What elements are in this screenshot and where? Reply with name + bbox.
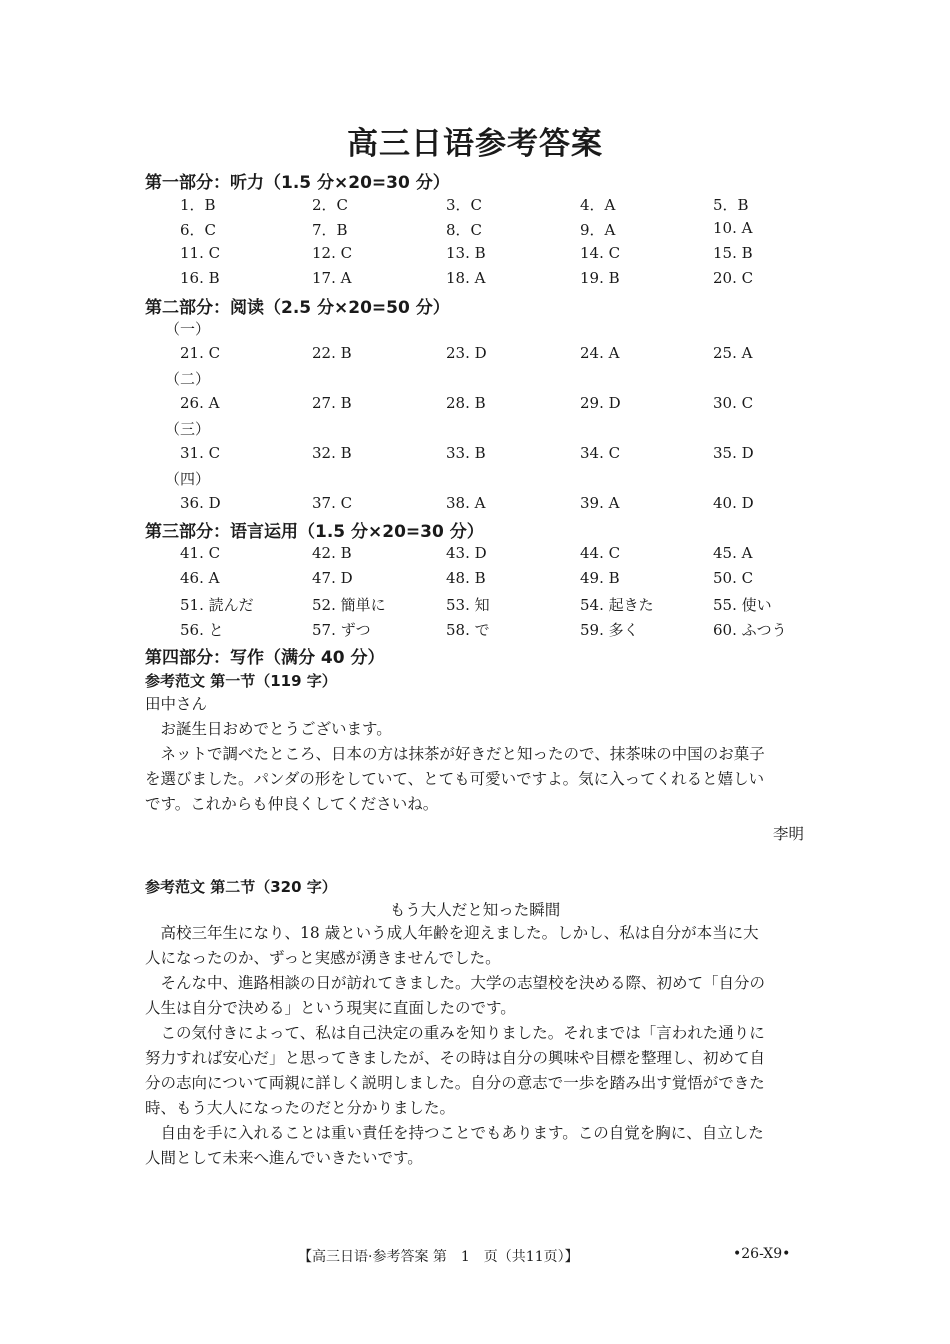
answer-item: 13. B bbox=[446, 244, 486, 262]
answer-item: 55. 使い bbox=[713, 596, 772, 614]
group-label: （四） bbox=[165, 470, 211, 488]
answer-item: 58. で bbox=[446, 621, 490, 639]
answer-item: 7．B bbox=[312, 221, 348, 239]
answer-row bbox=[0, 594, 950, 618]
answer-item: 56. と bbox=[180, 621, 224, 639]
answer-row bbox=[0, 394, 950, 418]
answer-item: 51. 読んだ bbox=[180, 596, 254, 614]
answer-item: 26. A bbox=[180, 394, 220, 412]
answer-item: 30. C bbox=[713, 394, 754, 412]
page-code: •26-X9• bbox=[733, 1246, 791, 1262]
essay2-body bbox=[145, 921, 810, 1171]
answer-row bbox=[0, 269, 950, 293]
answer-item: 27. B bbox=[312, 394, 352, 412]
essay1-signature: 李明 bbox=[772, 825, 804, 843]
answer-item: 43. D bbox=[446, 544, 487, 562]
answer-item: 40. D bbox=[713, 494, 754, 512]
answer-item: 21. C bbox=[180, 344, 221, 362]
answer-item: 52. 簡単に bbox=[312, 596, 386, 614]
answer-item: 15. B bbox=[713, 244, 753, 262]
essay-line: を選びました。パンダの形をしていて、とても可愛いですよ。気に入ってくれると嬉しい bbox=[145, 770, 765, 788]
answer-item: 38. A bbox=[446, 494, 486, 512]
answer-row bbox=[0, 544, 950, 568]
answer-item: 50. C bbox=[713, 569, 754, 587]
answer-item: 20. C bbox=[713, 269, 754, 287]
answer-row bbox=[0, 194, 950, 218]
answer-item: 5．B bbox=[713, 196, 749, 214]
answer-item: 6．C bbox=[180, 221, 217, 239]
answer-item: 44. C bbox=[580, 544, 621, 562]
answer-item: 32. B bbox=[312, 444, 352, 462]
answer-item: 31. C bbox=[180, 444, 221, 462]
answer-item: 46. A bbox=[180, 569, 220, 587]
essay-line: 人生は自分で決める」という現実に直面したのです。 bbox=[145, 999, 516, 1017]
answer-item: 18. A bbox=[446, 269, 486, 287]
answer-item: 54. 起きた bbox=[580, 596, 654, 614]
answer-item: 36. D bbox=[180, 494, 221, 512]
answer-row bbox=[0, 244, 950, 268]
section-heading-language-use: 第三部分：语言运用（1.5 分×20=30 分） bbox=[145, 522, 484, 542]
answer-item: 39. A bbox=[580, 494, 620, 512]
answer-item: 33. B bbox=[446, 444, 486, 462]
page-footer: 【高三日语·参考答案 第 1 页（共11页）】 bbox=[298, 1249, 579, 1265]
essay-line: ネットで調べたところ、日本の方は抹茶が好きだと知ったので、抹茶味の中国のお菓子 bbox=[145, 745, 765, 763]
answer-item: 3．C bbox=[446, 196, 483, 214]
essay-line: そんな中、進路相談の日が訪れてきました。大学の志望校を決める際、初めて「自分の bbox=[145, 974, 766, 992]
essay2-heading: 参考范文 第二节（320 字） bbox=[145, 878, 337, 896]
essay1-heading: 参考范文 第一节（119 字） bbox=[145, 672, 337, 690]
answer-item: 28. B bbox=[446, 394, 486, 412]
answer-item: 19. B bbox=[580, 269, 620, 287]
answer-item: 34. C bbox=[580, 444, 621, 462]
answer-item: 41. C bbox=[180, 544, 221, 562]
answer-item: 59. 多く bbox=[580, 621, 639, 639]
essay-line: 分の志向について両親に詳しく説明しました。自分の意志で一歩を踏み出す覚悟ができた bbox=[145, 1074, 765, 1092]
answer-item: 14. C bbox=[580, 244, 621, 262]
answer-item: 57. ずつ bbox=[312, 621, 371, 639]
group-label: （三） bbox=[165, 420, 211, 438]
essay-line: 時、もう大人になったのだと分かりました。 bbox=[145, 1099, 456, 1117]
group-label: （二） bbox=[165, 370, 211, 388]
answer-row bbox=[0, 219, 950, 243]
essay-line: 人間として未来へ進んでいきたいです。 bbox=[145, 1149, 423, 1167]
answer-item: 9．A bbox=[580, 221, 616, 239]
page-title: 高三日语参考答案 bbox=[347, 126, 603, 162]
answer-row bbox=[0, 494, 950, 518]
answer-item: 4．A bbox=[580, 196, 616, 214]
answer-row bbox=[0, 344, 950, 368]
section-heading-writing: 第四部分：写作（满分 40 分） bbox=[145, 648, 385, 668]
answer-row bbox=[0, 444, 950, 468]
group-label: （一） bbox=[165, 320, 211, 338]
answer-row bbox=[0, 619, 950, 643]
essay-line: お誕生日おめでとうございます。 bbox=[145, 720, 392, 738]
answer-item: 2．C bbox=[312, 196, 349, 214]
essay-line: 努力すれば安心だ」と思ってきましたが、その時は自分の興味や目標を整理し、初めて自 bbox=[145, 1049, 766, 1067]
answer-item: 35. D bbox=[713, 444, 754, 462]
answer-item: 42. B bbox=[312, 544, 352, 562]
essay1-body bbox=[145, 692, 810, 817]
answer-item: 24. A bbox=[580, 344, 620, 362]
essay-line: 自由を手に入れることは重い責任を持つことでもあります。この自覚を胸に、自立した bbox=[145, 1124, 764, 1142]
section-heading-reading: 第二部分：阅读（2.5 分×20=50 分） bbox=[145, 298, 450, 318]
answer-item: 22. B bbox=[312, 344, 352, 362]
answer-item: 49. B bbox=[580, 569, 620, 587]
answer-item: 16. B bbox=[180, 269, 220, 287]
essay-line: 田中さん bbox=[145, 695, 208, 713]
answer-item: 37. C bbox=[312, 494, 353, 512]
answer-item: 17. A bbox=[312, 269, 352, 287]
answer-item: 10. A bbox=[713, 219, 753, 237]
answer-item: 60. ふつう bbox=[713, 621, 787, 639]
essay-line: この気付きによって、私は自己決定の重みを知りました。それまでは「言われた通りに bbox=[145, 1024, 765, 1042]
answer-item: 29. D bbox=[580, 394, 621, 412]
answer-item: 23. D bbox=[446, 344, 487, 362]
essay-line: です。これからも仲良くしてくださいね。 bbox=[145, 795, 439, 813]
answer-item: 11. C bbox=[180, 244, 221, 262]
answer-item: 25. A bbox=[713, 344, 753, 362]
answer-item: 12. C bbox=[312, 244, 353, 262]
section-heading-listening: 第一部分：听力（1.5 分×20=30 分） bbox=[145, 173, 450, 193]
answer-item: 53. 知 bbox=[446, 596, 490, 614]
essay2-title: もう大人だと知った瞬間 bbox=[389, 901, 561, 919]
answer-row bbox=[0, 569, 950, 593]
answer-item: 45. A bbox=[713, 544, 753, 562]
answer-item: 47. D bbox=[312, 569, 353, 587]
answer-item: 1．B bbox=[180, 196, 216, 214]
answer-item: 8．C bbox=[446, 221, 483, 239]
essay-line: 人になったのか、ずっと実感が湧きませんでした。 bbox=[145, 949, 501, 967]
answer-item: 48. B bbox=[446, 569, 486, 587]
essay-line: 高校三年生になり、18 歳という成人年齢を迎えました。しかし、私は自分が本当に大 bbox=[145, 924, 759, 942]
